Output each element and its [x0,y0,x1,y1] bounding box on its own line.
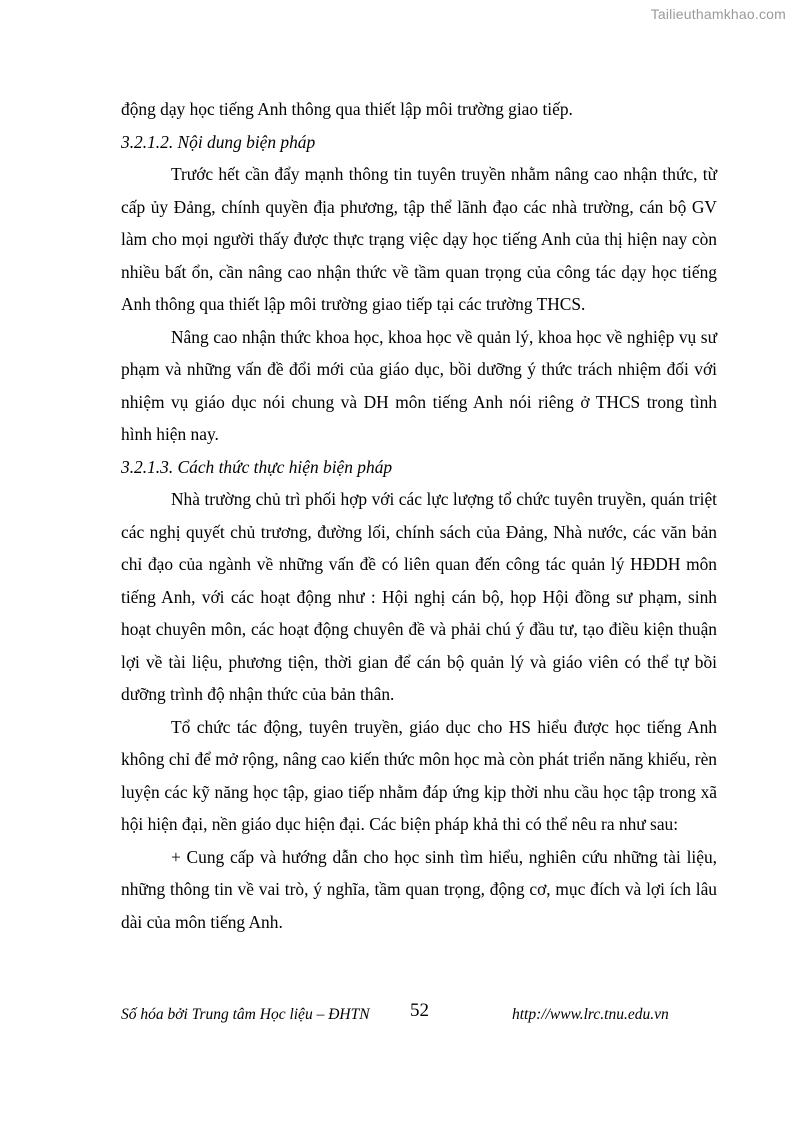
footer-url: http://www.lrc.tnu.edu.vn [512,1006,669,1023]
paragraph: Nâng cao nhận thức khoa học, khoa học về quản lý, khoa học về nghiệp vụ sư phạm và những vấn đề đổi mới của giáo dục, bồi dưỡng ý thức trách nhiệm đối với nhiệm vụ giáo dục nói chung và DH môn tiếng Anh nói riêng ở THCS trong tình hình hiện nay. [121,326,717,444]
paragraph-continuation: động dạy học tiếng Anh thông qua thiết lập môi trường giao tiếp. [121,99,573,119]
page-footer [121,1000,681,1030]
watermark: Tailieuthamkhao.com [650,6,786,22]
section-heading-3-2-1-2: 3.2.1.2. Nội dung biện pháp [121,131,316,152]
page-number: 52 [410,1000,429,1021]
section-heading-3-2-1-3: 3.2.1.3. Cách thức thực hiện biện pháp [121,456,393,477]
paragraph: Tổ chức tác động, tuyên truyền, giáo dục cho HS hiểu được học tiếng Anh không chỉ để mở rộng, nâng cao kiến thức môn học mà còn phát triển năng khiếu, rèn luyện các kỹ năng học tập, giao tiếp nhằm đáp ứng kịp thời nhu cầu học tập trong xã hội hiện đại, nền giáo dục hiện đại. Các biện pháp khả thi có thể nêu ra như sau: [121,716,717,834]
paragraph: Nhà trường chủ trì phối hợp với các lực lượng tổ chức tuyên truyền, quán triệt các nghị quyết chủ trương, đường lối, chính sách của Đảng, Nhà nước, các văn bản chỉ đạo của ngành về những vấn đề có liên quan đến công tác quản lý HĐDH môn tiếng Anh, với các hoạt động như : Hội nghị cán bộ, họp Hội đồng sư phạm, sinh hoạt chuyên môn, các hoạt động chuyên đề và phải chú ý đầu tư, tạo điều kiện thuận lợi về tài liệu, phương tiện, thời gian để cán bộ quản lý và giáo viên có thể tự bồi dưỡng trình độ nhận thức của bản thân. [121,489,717,704]
document-body [121,93,717,938]
footer-source: Số hóa bởi Trung tâm Học liệu – ĐHTN [121,1006,370,1023]
paragraph: Trước hết cần đẩy mạnh thông tin tuyên truyền nhằm nâng cao nhận thức, từ cấp ủy Đảng, chính quyền địa phương, tập thể lãnh đạo các nhà trường, cán bộ GV làm cho mọi người thấy được thực trạng việc dạy học tiếng Anh của thị hiện nay còn nhiều bất ổn, cần nâng cao nhận thức về tầm quan trọng của công tác dạy học tiếng Anh thông qua thiết lập môi trường giao tiếp tại các trường THCS. [121,164,717,314]
paragraph: + Cung cấp và hướng dẫn cho học sinh tìm hiểu, nghiên cứu những tài liệu, những thông tin về vai trò, ý nghĩa, tầm quan trọng, động cơ, mục đích và lợi ích lâu dài của môn tiếng Anh. [121,846,717,932]
